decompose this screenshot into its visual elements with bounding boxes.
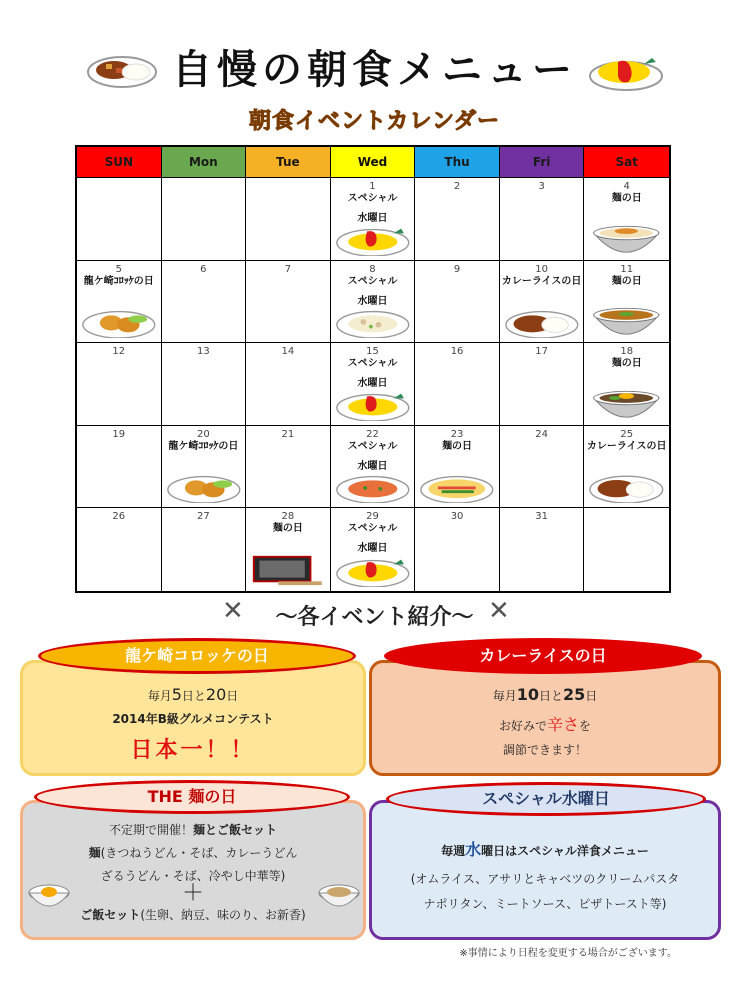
day-number: 11 xyxy=(620,263,634,275)
special-menu-list-2: ナポリタン、ミートソース、ピザトースト等) xyxy=(423,897,667,911)
event-label: 水曜日 xyxy=(357,460,388,472)
korokke-event-box xyxy=(20,660,366,776)
calendar-day-19 xyxy=(77,426,162,509)
calendar-day-15 xyxy=(331,343,416,426)
curry-adjust: 調節できます！ xyxy=(502,743,587,757)
event-calendar xyxy=(75,145,671,593)
event-label: 麺の日 xyxy=(272,523,303,535)
calendar-day-13 xyxy=(162,343,247,426)
day-header-tue: Tue xyxy=(246,147,331,178)
day-header-sat: Sat xyxy=(584,147,669,178)
event-label: 水曜日 xyxy=(357,543,388,555)
curry-spice: お好みで辛さを xyxy=(498,715,592,734)
napolitan-illustration-icon xyxy=(335,469,411,503)
udon-illustration-icon xyxy=(588,222,665,256)
calendar-day-12 xyxy=(77,343,162,426)
day-number: 3 xyxy=(538,181,545,192)
calendar-day-24 xyxy=(500,426,585,509)
event-label: スペシャル xyxy=(347,275,398,287)
day-number: 25 xyxy=(620,428,634,440)
event-label: スペシャル xyxy=(347,523,398,535)
event-label: 水曜日 xyxy=(357,213,388,224)
calendar-day-14 xyxy=(246,343,331,426)
event-label: スペシャル xyxy=(347,358,398,370)
event-intro-title: ～各イベント紹介～ xyxy=(275,605,474,630)
day-number: 6 xyxy=(200,263,207,275)
day-number: 27 xyxy=(196,511,210,523)
event-label: 麺の日 xyxy=(611,358,642,370)
calendar-empty-cell xyxy=(162,178,247,261)
day-number: 29 xyxy=(366,511,379,523)
event-label: 龍ケ崎ｺﾛｯｹの日 xyxy=(168,440,239,452)
calendar-day-2 xyxy=(415,178,500,261)
curry-event-title: カレーライスの日 xyxy=(384,638,702,674)
calendar-day-18 xyxy=(584,343,669,426)
event-label: スペシャル xyxy=(347,193,398,204)
pasta-illustration-icon xyxy=(335,304,411,338)
calendar-subtitle: 朝食イベントカレンダー xyxy=(249,109,500,134)
special-description: 毎週水曜日はスペシャル洋食メニュー xyxy=(441,840,649,859)
omelette-illustration-icon xyxy=(335,387,411,421)
korokke-event-title: 龍ケ崎コロッケの日 xyxy=(38,638,356,674)
event-label: 麺の日 xyxy=(611,275,642,287)
croquette-illustration-icon xyxy=(166,469,242,503)
event-label: 水曜日 xyxy=(357,295,388,307)
event-label: スペシャル xyxy=(347,440,398,452)
calendar-day-29 xyxy=(331,508,416,591)
day-number: 5 xyxy=(115,263,122,275)
calendar-day-4 xyxy=(584,178,669,261)
calendar-empty-cell xyxy=(246,178,331,261)
calendar-day-17 xyxy=(500,343,585,426)
calendar-day-20 xyxy=(162,426,247,509)
day-number: 18 xyxy=(620,346,634,358)
special-wednesday-box xyxy=(369,800,721,940)
curry-illustration-icon xyxy=(504,304,580,338)
day-header-thu: Thu xyxy=(415,147,500,178)
omelette-plate-icon xyxy=(588,50,664,92)
calendar-day-11 xyxy=(584,261,669,344)
day-number: 2 xyxy=(453,181,461,192)
day-number: 26 xyxy=(112,511,126,523)
curry-dates: 毎月10日と25日 xyxy=(492,685,598,704)
day-number: 4 xyxy=(623,181,630,192)
calendar-day-30 xyxy=(415,508,500,591)
calendar-day-8 xyxy=(331,261,416,344)
day-number: 14 xyxy=(281,346,295,358)
omelette-illustration-icon xyxy=(335,553,411,587)
day-number: 28 xyxy=(281,511,295,523)
day-number: 17 xyxy=(535,346,548,358)
fork-knife-icon: ✕ xyxy=(488,596,510,626)
calendar-day-21 xyxy=(246,426,331,509)
event-label: カレーライスの日 xyxy=(501,275,582,287)
page-title: 自慢の朝食メニュー xyxy=(172,46,577,93)
day-header-wed: Wed xyxy=(331,147,416,178)
soba-illustration-icon xyxy=(588,387,665,421)
korokke-champion: 日本一！！ xyxy=(130,738,256,763)
calendar-day-23 xyxy=(415,426,500,509)
special-menu-list: (オムライス、アサリとキャベツのクリームパスタ xyxy=(410,872,680,886)
calendar-day-31 xyxy=(500,508,585,591)
calendar-day-5 xyxy=(77,261,162,344)
day-number: 7 xyxy=(284,263,292,275)
calendar-day-1 xyxy=(331,178,416,261)
day-number: 20 xyxy=(196,428,210,440)
day-number: 23 xyxy=(450,428,464,440)
egg-rice-bowl-icon xyxy=(27,879,71,915)
day-number: 19 xyxy=(112,428,126,440)
fork-knife-icon: ✕ xyxy=(222,596,244,626)
day-number: 10 xyxy=(535,263,548,275)
event-label: 麺の日 xyxy=(611,193,642,204)
plus-sign: ＋ xyxy=(181,881,204,906)
calendar-day-22 xyxy=(331,426,416,509)
calendar-day-16 xyxy=(415,343,500,426)
day-header-fri: Fri xyxy=(500,147,585,178)
hiyashi-illustration-icon xyxy=(419,469,495,503)
calendar-day-7 xyxy=(246,261,331,344)
day-number: 30 xyxy=(450,511,464,523)
event-label: 水曜日 xyxy=(357,378,388,390)
noodle-list-2: ざるうどん・そば、冷やし中華等) xyxy=(100,869,286,883)
noodle-list: 麺(きつねうどん・そば、カレーうどん xyxy=(88,846,298,860)
noodle-event-title: THE 麺の日 xyxy=(34,780,350,814)
rice-set: ご飯セット(生卵、納豆、味のり、お新香) xyxy=(80,908,306,922)
croquette-illustration-icon xyxy=(81,304,157,338)
zaru-illustration-icon xyxy=(250,553,326,587)
day-header-sun: SUN xyxy=(77,147,162,178)
calendar-day-9 xyxy=(415,261,500,344)
day-number: 16 xyxy=(450,346,464,358)
noodle-schedule: 不定期で開催！麺とご飯セット xyxy=(108,823,278,837)
calendar-day-10 xyxy=(500,261,585,344)
schedule-notice: ※事情により日程を変更する場合がございます。 xyxy=(459,948,677,959)
event-label: カレーライスの日 xyxy=(586,440,667,452)
day-number: 15 xyxy=(366,346,379,358)
day-number: 31 xyxy=(535,511,548,523)
day-number: 12 xyxy=(112,346,126,358)
day-number: 1 xyxy=(369,181,376,192)
natto-bowl-icon xyxy=(317,879,361,915)
day-number: 24 xyxy=(535,428,548,440)
calendar-day-28 xyxy=(246,508,331,591)
curry-illustration-icon xyxy=(588,469,665,503)
calendar-day-27 xyxy=(162,508,247,591)
omelette-illustration-icon xyxy=(335,222,411,256)
curry-event-box xyxy=(369,660,721,776)
curryudon-illustration-icon xyxy=(588,304,665,338)
noodle-event-box xyxy=(20,800,366,940)
day-number: 21 xyxy=(281,428,295,440)
korokke-contest: 2014年B級グルメコンテスト xyxy=(112,712,274,726)
calendar-empty-cell xyxy=(77,178,162,261)
special-event-title: スペシャル水曜日 xyxy=(386,782,706,816)
calendar-day-6 xyxy=(162,261,247,344)
calendar-day-3 xyxy=(500,178,585,261)
day-number: 9 xyxy=(453,263,461,275)
day-number: 13 xyxy=(196,346,210,358)
calendar-empty-cell xyxy=(584,508,669,591)
korokke-dates: 毎月5日と20日 xyxy=(147,685,239,704)
calendar-day-26 xyxy=(77,508,162,591)
day-number: 8 xyxy=(369,263,376,275)
day-header-mon: Mon xyxy=(162,147,247,178)
day-number: 22 xyxy=(366,428,379,440)
event-label: 龍ケ崎ｺﾛｯｹの日 xyxy=(83,275,154,287)
calendar-day-25 xyxy=(584,426,669,509)
event-label: 麺の日 xyxy=(442,440,473,452)
